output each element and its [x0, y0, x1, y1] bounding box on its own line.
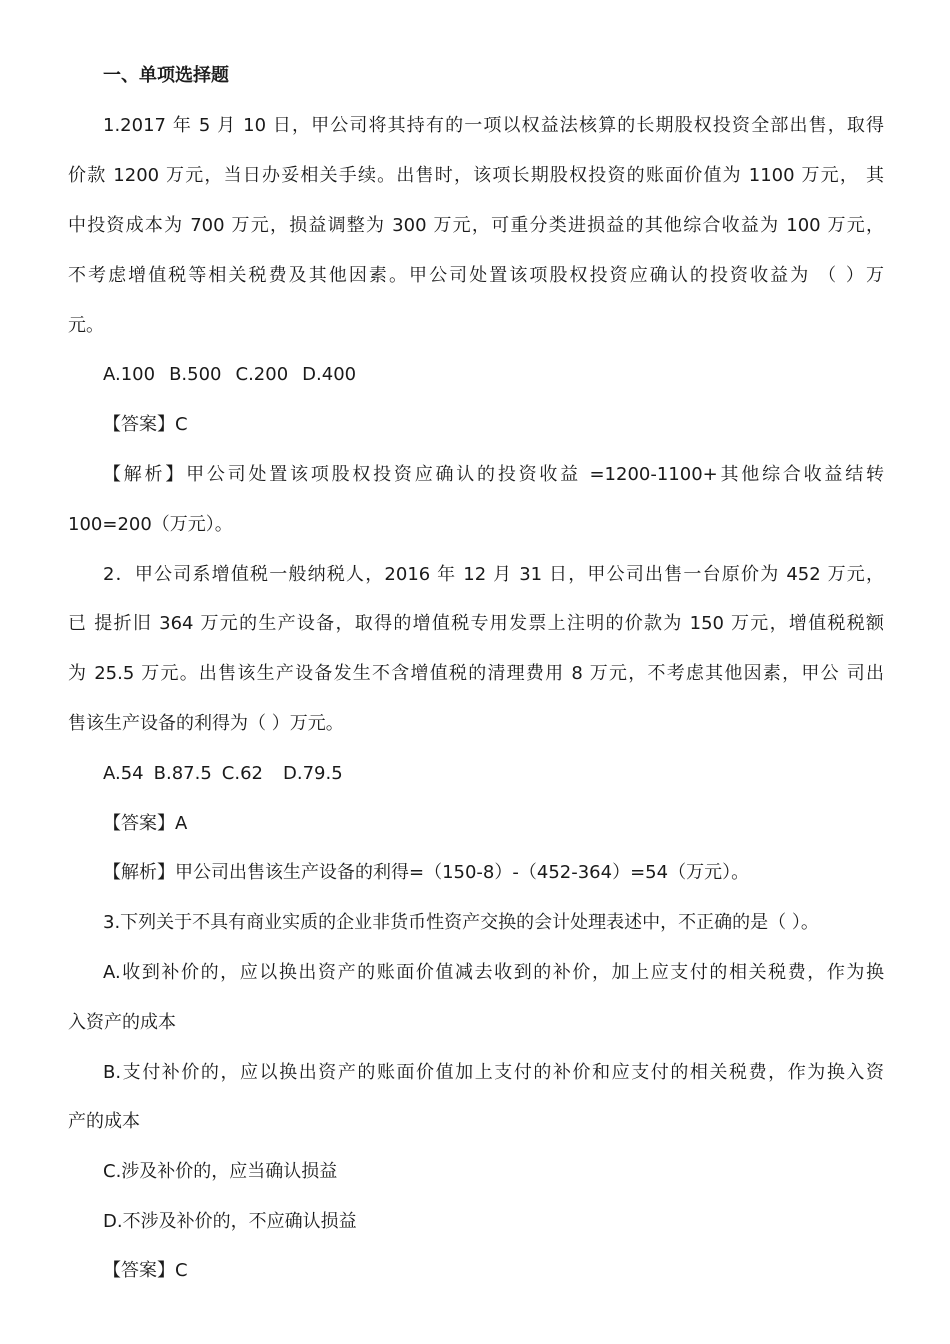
- question-3-option-b-line-2: 产的成本: [68, 1111, 140, 1132]
- question-3-option-a-line-1: A.收到补价的，应以换出资产的账面价值减去收到的补价，加上应支付的相关税费，作为换: [103, 962, 884, 983]
- question-3-line-1: 3.下列关于不具有商业实质的企业非货币性资产交换的会计处理表述中，不正确的是（ ）。: [103, 912, 819, 933]
- question-2-analysis-line-1: 【解析】甲公司出售该生产设备的利得=（150-8）-（452-364）=54（万元）。: [103, 862, 750, 883]
- question-1-line-4: 不考虑增值税等相关税费及其他因素。甲公司处置该项股权投资应确认的投资收益为 （ ）万: [68, 265, 884, 286]
- question-1-line-1: 1.2017 年 5 月 10 日，甲公司将其持有的一项以权益法核算的长期股权投资全部出售，取得: [103, 115, 884, 136]
- question-2-line-1: 2．甲公司系增值税一般纳税人，2016 年 12 月 31 日，甲公司出售一台原价为 452 万元，: [103, 564, 884, 585]
- question-2-option-d: D.79.5: [282, 763, 343, 784]
- question-3-option-b-line-1: B.支付补价的，应以换出资产的账面价值加上支付的补价和应支付的相关税费，作为换入资: [103, 1062, 884, 1083]
- question-3-option-a-line-2: 入资产的成本: [68, 1012, 176, 1033]
- question-1-option-d: D.400: [302, 364, 357, 385]
- question-2-options: [103, 759, 884, 789]
- question-1-analysis-line-2: 100=200（万元）。: [68, 514, 233, 535]
- question-2-line-4: 售该生产设备的利得为（ ）万元。: [68, 713, 344, 734]
- question-1-option-b: B.500: [169, 364, 222, 385]
- question-2-option-c: C.62: [221, 763, 263, 784]
- question-3-answer: 【答案】C: [103, 1260, 188, 1281]
- question-2-line-2: 已 提折旧 364 万元的生产设备，取得的增值税专用发票上注明的价款为 150 万元，增值税税额: [68, 613, 884, 634]
- section-title: 一、单项选择题: [103, 65, 229, 86]
- question-1-option-c: C.200: [235, 364, 289, 385]
- question-2-option-a: A.54: [103, 763, 144, 784]
- question-1-line-5: 元。: [68, 315, 104, 336]
- question-1-line-2: 价款 1200 万元，当日办妥相关手续。出售时，该项长期股权投资的账面价值为 1100 万元， 其: [68, 165, 884, 186]
- question-1-line-3: 中投资成本为 700 万元，损益调整为 300 万元，可重分类进损益的其他综合收益为 100 万元，: [68, 215, 884, 236]
- question-2-answer: 【答案】A: [103, 813, 188, 834]
- question-1-option-a: A.100: [103, 364, 156, 385]
- question-3-option-d: D.不涉及补价的，不应确认损益: [103, 1211, 357, 1232]
- question-1-analysis-line-1: 【解析】甲公司处置该项股权投资应确认的投资收益 =1200-1100+其他综合收益结转: [103, 464, 884, 485]
- question-2-line-3: 为 25.5 万元。出售该生产设备发生不含增值税的清理费用 8 万元，不考虑其他因素，甲公 司出: [68, 663, 884, 684]
- question-2-option-b: B.87.5: [153, 763, 212, 784]
- question-3-option-c: C.涉及补价的，应当确认损益: [103, 1161, 338, 1182]
- question-1-answer: 【答案】C: [103, 414, 188, 435]
- question-1-options: [103, 360, 884, 390]
